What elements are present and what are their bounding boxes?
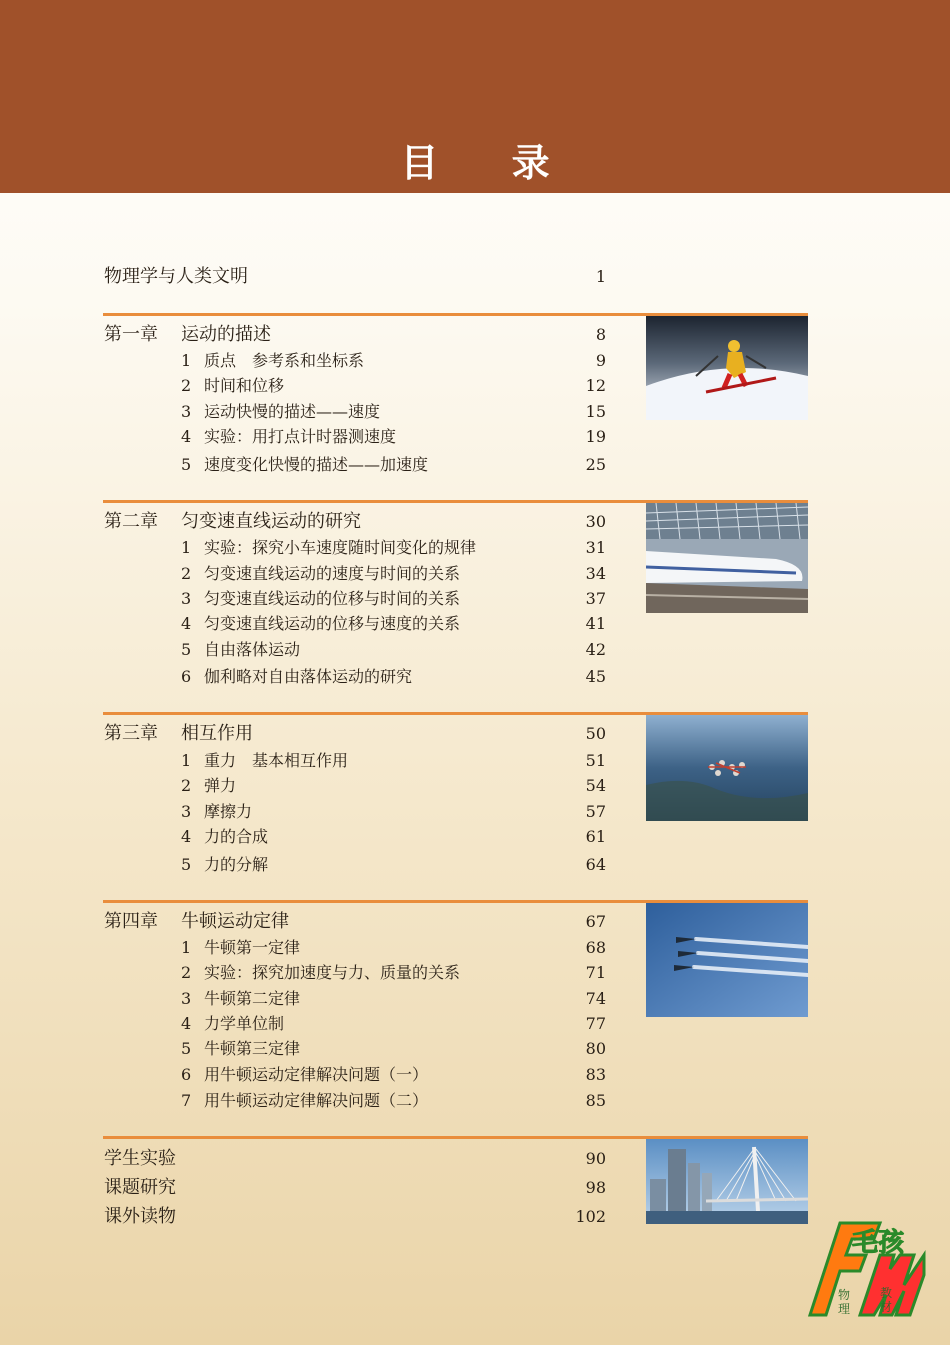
section-title[interactable]: 运动快慢的描述——速度 — [204, 402, 381, 421]
appendix-page: 90 — [585, 1149, 606, 1168]
section-number: 1 — [181, 351, 192, 370]
appendix-page: 102 — [575, 1207, 606, 1226]
section-title[interactable]: 伽利略对自由落体运动的研究 — [204, 667, 413, 686]
appendix-entry[interactable]: 课外读物 — [104, 1206, 176, 1227]
section-title[interactable]: 匀变速直线运动的速度与时间的关系 — [204, 564, 461, 583]
section-title[interactable]: 实验：探究小车速度随时间变化的规律 — [204, 538, 477, 557]
bridge-city-photo — [646, 1139, 808, 1224]
section-page: 15 — [585, 402, 606, 421]
chapter-title[interactable]: 相互作用 — [181, 723, 253, 744]
section-title[interactable]: 牛顿第一定律 — [204, 938, 301, 957]
section-page: 31 — [585, 538, 606, 557]
chapter-label: 第三章 — [104, 723, 158, 744]
section-number: 1 — [181, 751, 192, 770]
section-number: 5 — [181, 855, 192, 874]
section-number: 3 — [181, 589, 192, 608]
section-title[interactable]: 匀变速直线运动的位移与时间的关系 — [204, 589, 461, 608]
section-page: 83 — [585, 1065, 606, 1084]
section-number: 3 — [181, 802, 192, 821]
section-title[interactable]: 摩擦力 — [204, 802, 253, 821]
section-page: 71 — [585, 963, 606, 982]
section-title[interactable]: 力的合成 — [204, 827, 269, 846]
chapter-label: 第四章 — [104, 911, 158, 932]
section-title[interactable]: 弹力 — [204, 776, 237, 795]
section-number: 3 — [181, 989, 192, 1008]
section-page: 51 — [585, 751, 606, 770]
section-page: 34 — [585, 564, 606, 583]
section-number: 5 — [181, 455, 192, 474]
section-page: 42 — [585, 640, 606, 659]
section-page: 61 — [585, 827, 606, 846]
section-title[interactable]: 实验：用打点计时器测速度 — [204, 427, 397, 446]
logo-sub: 材 — [880, 1300, 893, 1314]
logo-sub: 教 — [880, 1286, 893, 1300]
section-page: 85 — [585, 1091, 606, 1110]
appendix-page: 98 — [585, 1178, 606, 1197]
toc-page-intro: 1 — [595, 267, 606, 286]
section-number: 4 — [181, 1014, 192, 1033]
logo-text: 毛孩 — [852, 1228, 905, 1258]
logo-sub: 理 — [838, 1302, 851, 1316]
section-page: 37 — [585, 589, 606, 608]
section-page: 77 — [585, 1014, 606, 1033]
section-page: 45 — [585, 667, 606, 686]
section-page: 19 — [585, 427, 606, 446]
section-number: 2 — [181, 564, 192, 583]
section-page: 80 — [585, 1039, 606, 1058]
section-page: 74 — [585, 989, 606, 1008]
chapter-label: 第一章 — [104, 324, 158, 345]
chapter-page: 30 — [585, 512, 606, 531]
section-number: 1 — [181, 938, 192, 957]
maglev-train-photo — [646, 503, 808, 613]
appendix-entry[interactable]: 课题研究 — [104, 1177, 176, 1198]
jet-formation-photo — [646, 903, 808, 1017]
section-number: 5 — [181, 1039, 192, 1058]
chapter-page: 67 — [585, 912, 606, 931]
section-page: 68 — [585, 938, 606, 957]
chapter-title[interactable]: 运动的描述 — [181, 324, 271, 345]
section-number: 6 — [181, 1065, 192, 1084]
section-number: 2 — [181, 376, 192, 395]
section-number: 4 — [181, 614, 192, 633]
chapter-page: 50 — [585, 724, 606, 743]
section-title[interactable]: 牛顿第三定律 — [204, 1039, 301, 1058]
logo-sub: 物 — [838, 1288, 851, 1302]
skier-photo — [646, 316, 808, 420]
section-page: 57 — [585, 802, 606, 821]
section-title[interactable]: 用牛顿运动定律解决问题（一） — [204, 1065, 429, 1084]
section-number: 1 — [181, 538, 192, 557]
appendix-entry[interactable]: 学生实验 — [104, 1148, 176, 1169]
chapter-title[interactable]: 牛顿运动定律 — [181, 911, 289, 932]
section-number: 5 — [181, 640, 192, 659]
section-page: 64 — [585, 855, 606, 874]
page-title: 目 录 — [400, 140, 580, 185]
section-page: 9 — [595, 351, 606, 370]
section-title[interactable]: 重力 基本相互作用 — [204, 751, 349, 770]
section-number: 2 — [181, 963, 192, 982]
section-title[interactable]: 自由落体运动 — [204, 640, 301, 659]
skydivers-photo — [646, 715, 808, 821]
section-page: 25 — [585, 455, 606, 474]
section-page: 54 — [585, 776, 606, 795]
section-number: 6 — [181, 667, 192, 686]
section-title[interactable]: 实验：探究加速度与力、质量的关系 — [204, 963, 461, 982]
section-title[interactable]: 力的分解 — [204, 855, 269, 874]
toc-entry-intro[interactable]: 物理学与人类文明 — [104, 266, 248, 287]
section-title[interactable]: 匀变速直线运动的位移与速度的关系 — [204, 614, 461, 633]
section-title[interactable]: 质点 参考系和坐标系 — [204, 351, 365, 370]
section-number: 2 — [181, 776, 192, 795]
section-number: 4 — [181, 827, 192, 846]
watermark-logo — [800, 1215, 928, 1325]
chapter-title[interactable]: 匀变速直线运动的研究 — [181, 511, 361, 532]
section-number: 7 — [181, 1091, 192, 1110]
chapter-page: 8 — [595, 325, 606, 344]
section-title[interactable]: 牛顿第二定律 — [204, 989, 301, 1008]
section-title[interactable]: 时间和位移 — [204, 376, 285, 395]
section-title[interactable]: 速度变化快慢的描述——加速度 — [204, 455, 429, 474]
chapter-label: 第二章 — [104, 511, 158, 532]
section-page: 12 — [585, 376, 606, 395]
section-number: 3 — [181, 402, 192, 421]
section-number: 4 — [181, 427, 192, 446]
section-title[interactable]: 力学单位制 — [204, 1014, 285, 1033]
section-title[interactable]: 用牛顿运动定律解决问题（二） — [204, 1091, 429, 1110]
section-page: 41 — [585, 614, 606, 633]
